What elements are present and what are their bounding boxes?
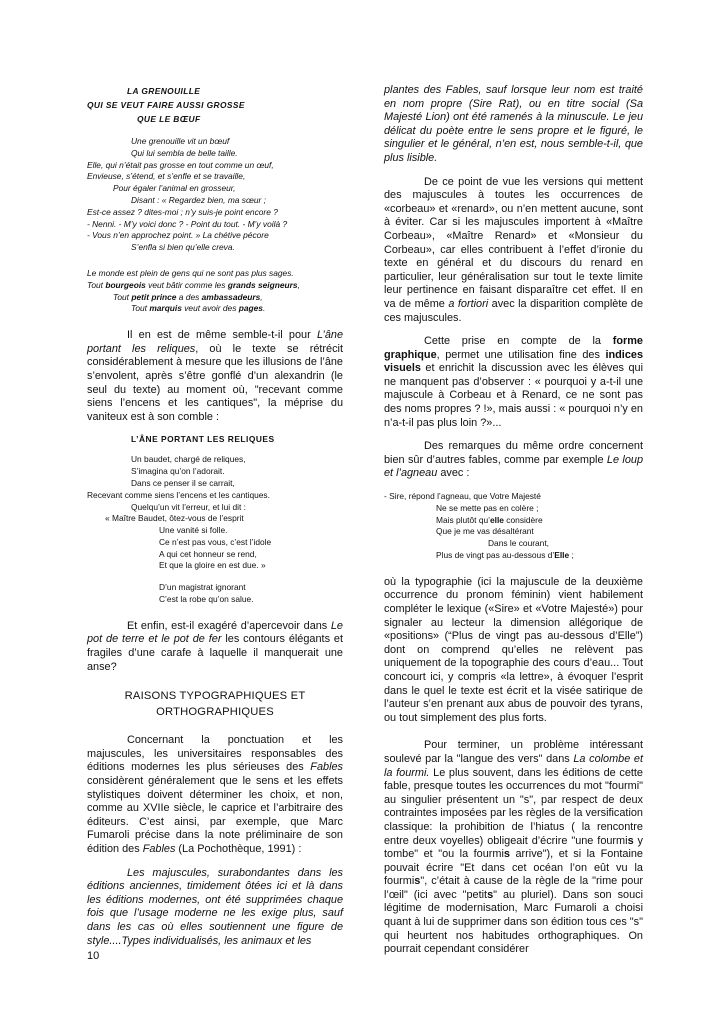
verse-line: - Vous n’en approchez point. » La chétive pécore xyxy=(87,230,269,241)
verse-line: Disant : « Regardez bien, ma sœur ; xyxy=(131,194,266,205)
body-paragraph: De ce point de vue les versions qui mettent des majuscules à toutes les occurrences de «corbeau» et «renard», ou n’en mettent aucune, sont à éviter. Car si les majuscules importent à «Maître Corbeau», «Maître Renard» et «Monsieur du Corbeau», car elles contribuent à l’effet d’ironie du texte en général et du discours du renard en particulier, leur généralisation sur tout le texte limite leur pertinence en faisant disparaître cet effet. Il en va de même a fortiori avec la disparition complète de ces majuscules. xyxy=(384,175,644,324)
body-paragraph: Pour terminer, un problème intéressant soulevé par la "langue des vers" dans La colombe et la fourmi. Le plus souvent, dans les éditions de cette fable, presque toutes les occurrences du mot "fourmi" au singulier présentent un "s", par respect de deux contraintes imposées par les règles de la versification classique: la prohibition de l’hiatus ( la rencontre entre deux voyelles) obligeait d’écrire "une fourmis y tombe" et "ou la fourmis arrive"), et si la Fontaine pouvait écrire "Et dans cet océan l’on eût vu la fourmis", c’était à cause de la règle de la "rime pour l’œil" (ici avec "petits" au pluriel). Dans son souci légitime de modernisation, Marc Fumaroli a choisi quant à lui de supprimer dans son édition tous ces "s" qui heurtent nos habitudes orthographiques. On pourrait cependant considérer xyxy=(384,739,643,956)
verse-line: Ne se mette pas en colère ; xyxy=(436,502,539,513)
right-column xyxy=(384,84,643,957)
moral-line: Le monde est plein de gens qui ne sont pas plus sages. xyxy=(87,267,294,278)
body-paragraph: Cette prise en compte de la forme graphique, permet une utilisation fine des indices visuels et enrichit la discussion avec les élèves qui ne manquent pas d’observer : « pourquoi y a-t-il une majuscule à Corbeau et à Renard, ce ne sont pas des noms propres ? !», mais aussi : « pourquoi n’y en n’a-t-il pas plus loin ?»... xyxy=(384,335,643,429)
body-paragraph: Il en est de même semble-t-il pour L’âne portant les reliques, où le texte se rétrécit considérablement à mesure que les illusions de l’âne s’envolent, après s’être gonflé d’un alexandrin (le seul du texte) au moment où, "recevant comme siens l’encens et les cantiques", la méprise du vaniteux est à son comble : xyxy=(87,329,343,423)
body-paragraph: Des remarques du même ordre concernent bien sûr d’autres fables, comme par exemple Le loup et l’agneau avec : xyxy=(384,440,644,480)
quote-paragraph: plantes des Fables, sauf lorsque leur nom est traité en nom propre (Sire Rat), ou en titre social (Sa Majesté Lion) ont été ramenés à la minuscule. Le jeu délicat du poète entre le sens propre et le figuré, le singulier et le général, n’en est, nous semble-t-il, que plus lisible. xyxy=(384,84,643,164)
verse-line: Une grenouille vit un bœuf xyxy=(131,136,230,146)
moral-line: Tout bourgeois veut bâtir comme les grands seigneurs, xyxy=(87,279,300,290)
verse-line: Quelqu’un vit l’erreur, et lui dit : xyxy=(131,501,246,512)
verse-line: Dans le courant, xyxy=(488,538,549,549)
verse-line: Que je me vas désaltérant xyxy=(436,526,534,537)
left-column xyxy=(87,84,343,948)
section-title: RAISONS TYPOGRAPHIQUES ET ORTHOGRAPHIQUES xyxy=(124,690,306,719)
body-paragraph: Concernant la ponctuation et les majuscules, les universitaires responsables des éditions modernes les plus sérieuses des Fables considèrent généralement que le sens et les effets stylistiques doivent déterminer les choix, et non, comme au XVIIe siècle, le caprice et l’arbitraire des éditeurs. C’est ainsi, par exemple, que Marc Fumaroli précise dans la note préliminaire de son édition des Fables (La Pochothèque, 1991) : xyxy=(87,734,343,855)
verse-line: C’est la robe qu’on salue. xyxy=(159,594,254,605)
verse-line: S’enfla si bien qu’elle creva. xyxy=(131,242,235,253)
verse-line: Une vanité si folle. xyxy=(159,525,228,536)
body-paragraph: où la typographie (ici la majuscule de la deuxième occurrence du pronom féminin) vient habilement compléter le lexique («Sire» et «Votre Majesté») pour signaler au lecteur la dimension allégorique de «positions» (“Plus de vingt pas au-dessous d’Elle”) dont on comprend qu’elles ne relèvent pas uniquement de la topographie des cours d’eau... Tout concourt ici, y compris «la lettre», à évoquer l’esprit dans le quel le texte est écrit et la visée satirique de l’auteur s’en prenant aux abus de pouvoir des tyrans, ou tout simplement des plus forts. xyxy=(384,575,643,724)
verse-line: Ce n’est pas vous, c’est l’idole xyxy=(159,536,272,547)
fable-title-line-1: LA GRENOUILLE xyxy=(127,86,201,96)
moral-line: Tout marquis veut avoir des pages. xyxy=(131,303,266,314)
verse-line: Plus de vingt pas au-dessous d’Elle ; xyxy=(436,550,574,561)
body-paragraph: Et enfin, est-il exagéré d’apercevoir dans Le pot de terre et le pot de fer les contours élégants et fragiles d’une carafe à laquelle il manquerait une anse? xyxy=(87,619,343,673)
quote-paragraph: Les majuscules, surabondantes dans les éditions anciennes, timidement ôtées ici et là dans les éditions modernes, ont été supprimées chaque fois que l’usage moderne ne les exige plus, sauf dans les cas où elles soutiennent une figure de style....Types individualisés, les animaux et les xyxy=(87,866,343,947)
verse-line: Est-ce assez ? dites-moi ; n’y suis-je point encore ? xyxy=(87,206,278,217)
fable-title-line-2: QUI SE VEUT FAIRE AUSSI GROSSE xyxy=(87,100,245,110)
verse-line: Envieuse, s’étend, et s’enfle et se travaille, xyxy=(87,171,246,182)
verse-line: S’imagina qu’on l’adorait. xyxy=(131,466,225,477)
verse-line: Elle, qui n’était pas grosse en tout comme un œuf, xyxy=(87,159,274,170)
verse-line: D’un magistrat ignorant xyxy=(159,582,246,593)
verse-line: Et que la gloire en est due. » xyxy=(159,560,266,571)
verse-line: A qui cet honneur se rend, xyxy=(159,548,257,559)
verse-line: « Maître Baudet, ôtez-vous de l’esprit xyxy=(105,513,244,524)
verse-line: Recevant comme siens l’encens et les cantiques. xyxy=(87,489,270,500)
verse-line: - Nenni. - M’y voici donc ? - Point du tout. - M’y voilà ? xyxy=(87,218,288,229)
verse-line: Un baudet, chargé de reliques, xyxy=(131,454,246,465)
verse-line: Pour égaler l’animal en grosseur, xyxy=(113,183,236,194)
verse-line: Mais plutôt qu’elle considère xyxy=(436,514,543,525)
page-number: 10 xyxy=(87,950,100,962)
verse-line: Qui lui sembla de belle taille. xyxy=(131,147,238,158)
verse-line: Dans ce penser il se carrait, xyxy=(131,477,235,488)
moral-line: Tout petit prince a des ambassadeurs, xyxy=(113,291,263,302)
verse-line: - Sire, répond l’agneau, que Votre Majesté xyxy=(384,491,541,502)
fable-title: L’ÂNE PORTANT LES RELIQUES xyxy=(131,434,275,445)
fable-title-line-3: QUE LE BŒUF xyxy=(137,114,201,124)
